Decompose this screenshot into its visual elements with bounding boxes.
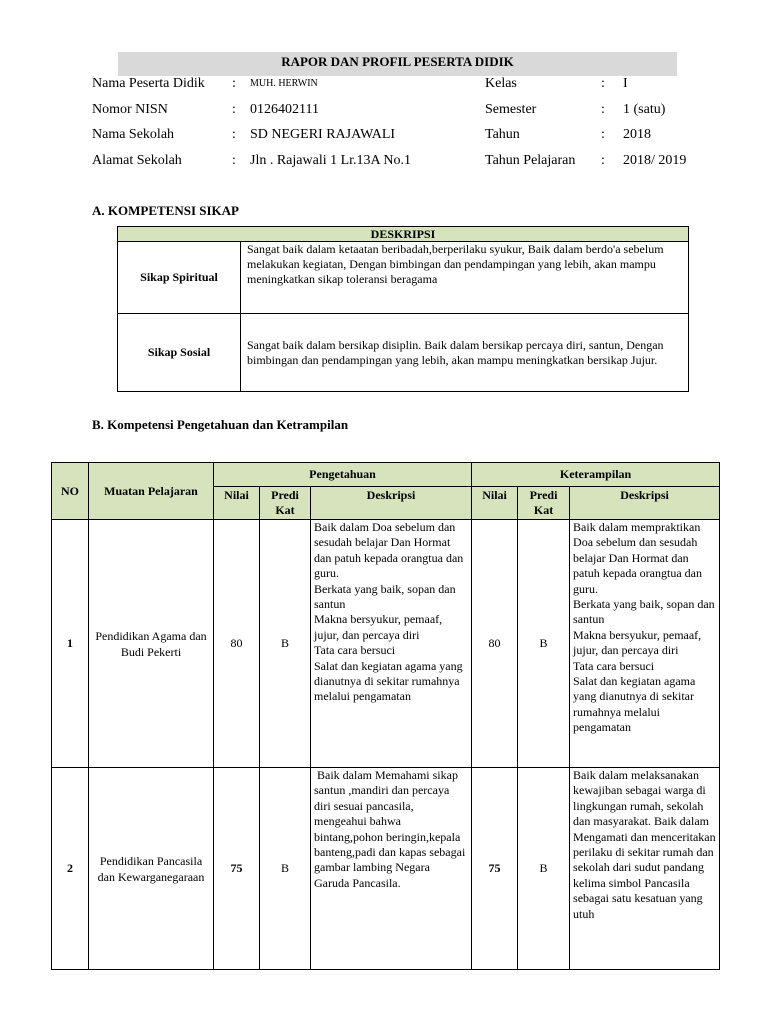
knowledge-description: Baik dalam Doa sebelum dan sesudah belajar Dan Hormat dan patuh kepada orangtua dan guru. Berkata yang baik, sopan dan santun Makna bersyukur, pemaaf, jujur, dan percaya diri Tata cara bersuci Salat dan kegiatan agama yang dianutnya di sekitar rumahnya melalui pengamatan [311, 520, 472, 768]
row-number: 1 [52, 520, 89, 768]
row-number: 2 [52, 768, 89, 970]
knowledge-score: 80 [214, 520, 260, 768]
no-header: NO [52, 463, 89, 520]
skills-description: Baik dalam mempraktikan Doa sebelum dan sesudah belajar Dan Hormat dan patuh kepada orangtua dan guru. Berkata yang baik, sopan dan santun Makna bersyukur, pemaaf, jujur, dan percaya diri Tata cara bersuci Salat dan kegiatan agama yang dianutnya di sekitar rumahnya melalui pengamatan [570, 520, 720, 768]
info-colon: : [601, 101, 605, 117]
knowledge-header: Pengetahuan [214, 463, 472, 487]
info-colon: : [232, 101, 236, 117]
info-colon: : [232, 152, 236, 168]
section-a-title: A. KOMPETENSI SIKAP [92, 203, 239, 218]
knowledge-score: 75 [214, 768, 260, 970]
nisn-value: 0126402111 [250, 101, 319, 117]
knowledge-predicate-header: Predi Kat [260, 487, 311, 520]
knowledge-description: Baik dalam Memahami sikap santun ,mandiri dan percaya diri sesuai pancasila, mengeahui bahwa bintang,pohon beringin,kepala banteng,padi dan kapas sebagai gambar lambing Negara Garuda Pancasila. [311, 768, 472, 970]
spiritual-label: Sikap Spiritual [118, 242, 241, 314]
info-label: Tahun Pelajaran [485, 152, 576, 168]
social-label: Sikap Sosial [118, 314, 241, 392]
skills-predicate: B [518, 520, 570, 768]
info-label: Alamat Sekolah [92, 152, 182, 168]
academic-year-value: 2018/ 2019 [623, 152, 687, 168]
skills-predicate-header: Predi Kat [518, 487, 570, 520]
info-row [92, 100, 732, 126]
info-label: Kelas [485, 76, 517, 91]
subject-name: Pendidikan Agama dan Budi Pekerti [89, 520, 214, 768]
skills-predicate: B [518, 768, 570, 970]
subject-header: Muatan Pelajaran [89, 463, 214, 520]
class-value: I [623, 76, 628, 91]
info-colon: : [232, 76, 236, 91]
section-b-title: B. Kompetensi Pengetahuan dan Ketrampilan [92, 417, 349, 432]
school-address-value: Jln . Rajawali 1 Lr.13A No.1 [250, 152, 411, 168]
info-label: Nomor NISN [92, 101, 168, 117]
knowledge-score-header: Nilai [214, 487, 260, 520]
year-value: 2018 [623, 127, 651, 142]
semester-value: 1 (satu) [623, 101, 666, 117]
info-colon: : [601, 152, 605, 168]
info-colon: : [232, 127, 236, 142]
attitude-table [117, 226, 689, 392]
skills-score: 80 [472, 520, 518, 768]
skills-score-header: Nilai [472, 487, 518, 520]
table-row [52, 520, 720, 768]
skills-score: 75 [472, 768, 518, 970]
info-label: Nama Peserta Didik [92, 76, 205, 91]
report-title: RAPOR DAN PROFIL PESERTA DIDIK [118, 52, 677, 76]
student-name-value: MUH. HERWIN [250, 78, 318, 89]
knowledge-predicate: B [260, 520, 311, 768]
social-description: Sangat baik dalam bersikap disiplin. Baik dalam bersikap percaya diri, santun, Dengan bimbingan dan pendampingan yang lebih, akan mampu meningkatkan bersikap Jujur. [241, 314, 689, 392]
info-label: Semester [485, 101, 537, 117]
info-row [92, 125, 732, 151]
student-info [92, 74, 732, 176]
info-row [92, 151, 732, 177]
info-colon: : [601, 76, 605, 91]
skills-description: Baik dalam melaksanakan kewajiban sebagai warga di lingkungan rumah, sekolah dan masyarakat. Baik dalam Mengamati dan menceritakan perilaku di sekitar rumah dan sekolah dari sudut pandang kelima simbol Pancasila sebagai satu kesatuan yang utuh [570, 768, 720, 970]
info-label: Nama Sekolah [92, 127, 175, 142]
knowledge-description-header: Deskripsi [311, 487, 472, 520]
info-row [92, 74, 732, 100]
subject-name: Pendidikan Pancasila dan Kewarganegaraan [89, 768, 214, 970]
skills-header: Keterampilan [472, 463, 720, 487]
spiritual-description: Sangat baik dalam ketaatan beribadah,berperilaku syukur, Baik dalam berdo'a sebelum melakukan kegiatan, Dengan bimbingan dan pendampingan yang lebih, akan mampu meningkatkan sikap toleransi beragama [241, 242, 689, 314]
info-label: Tahun [485, 127, 520, 142]
table-row [52, 768, 720, 970]
info-colon: : [601, 127, 605, 142]
grades-table [51, 462, 720, 970]
attitude-header: DESKRIPSI [118, 227, 689, 242]
school-name-value: SD NEGERI RAJAWALI [250, 127, 396, 142]
knowledge-predicate: B [260, 768, 311, 970]
skills-description-header: Deskripsi [570, 487, 720, 520]
